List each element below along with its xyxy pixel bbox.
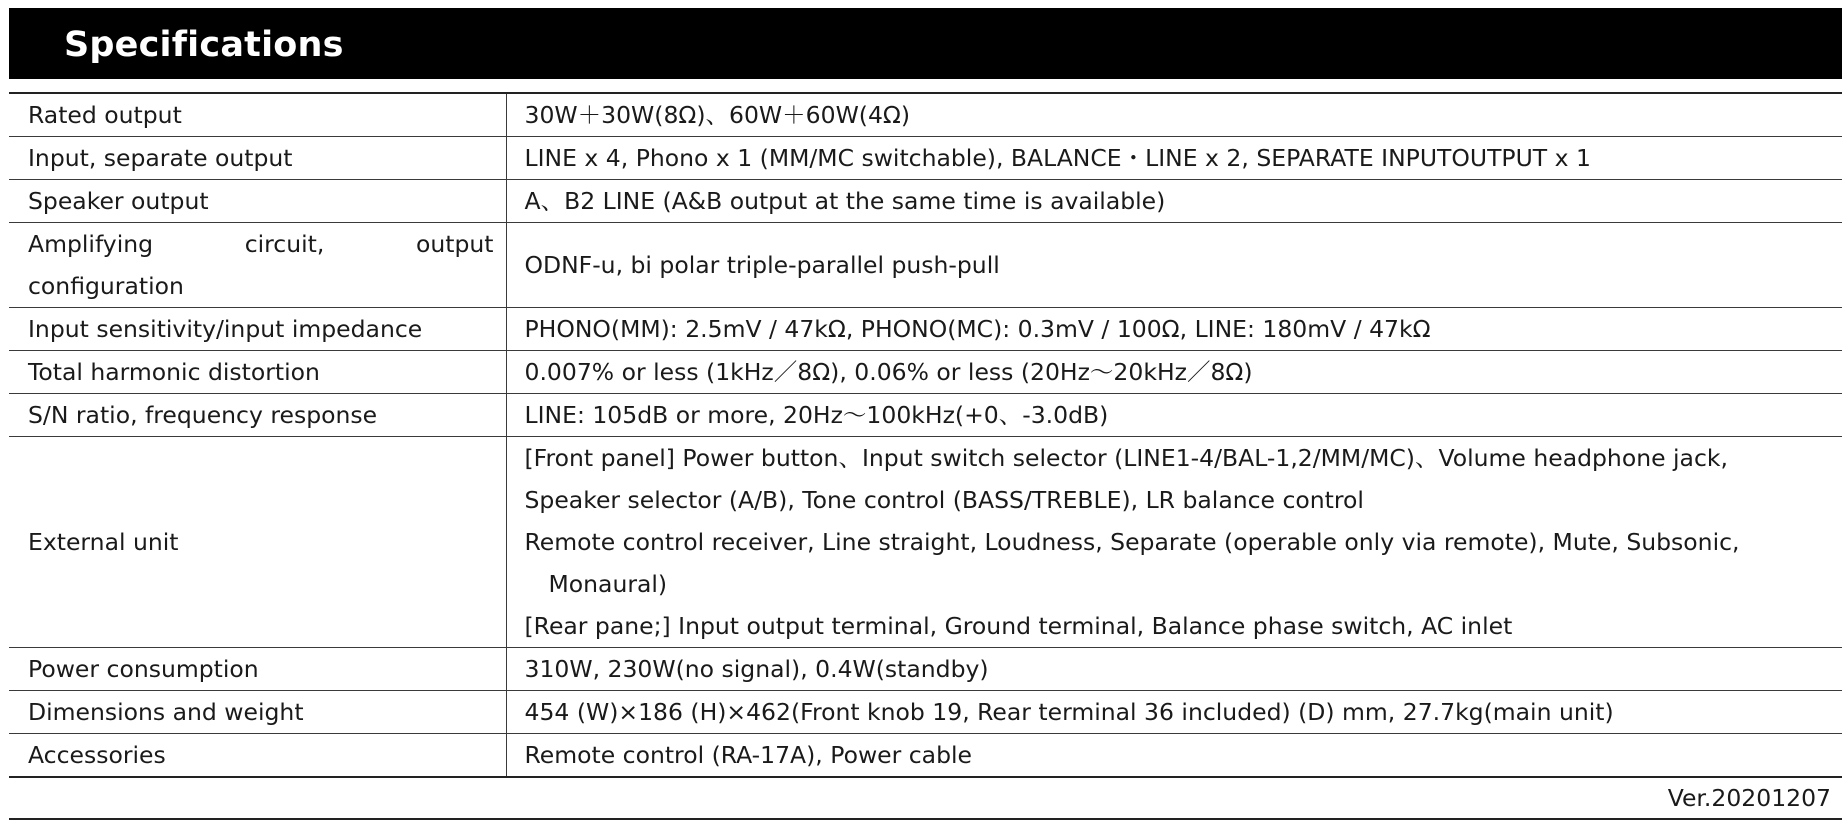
spec-value: 30W＋30W(8Ω)、60W＋60W(4Ω) xyxy=(524,101,911,129)
spec-value: Remote control (RA-17A), Power cable xyxy=(524,741,972,769)
table-row xyxy=(9,648,1842,691)
spec-label: Input, separate output xyxy=(9,137,506,180)
spec-label: Dimensions and weight xyxy=(9,691,506,734)
spec-value: 454 (W)×186 (H)×462(Front knob 19, Rear terminal 36 included) (D) mm, 27.7kg(main unit) xyxy=(524,698,1614,726)
spec-value: 0.007% or less (1kHz／8Ω), 0.06% or less (20Hz～20kHz／8Ω) xyxy=(524,358,1253,386)
title-bar xyxy=(9,8,1842,79)
table-row xyxy=(9,223,1842,308)
spec-label: Input sensitivity/input impedance xyxy=(9,308,506,351)
spec-label: Speaker output xyxy=(9,180,506,223)
page-title: Specifications xyxy=(64,24,344,65)
spec-value: LINE: 105dB or more, 20Hz～100kHz(+0、-3.0dB) xyxy=(524,401,1109,429)
table-row xyxy=(9,691,1842,734)
spec-value: LINE x 4, Phono x 1 (MM/MC switchable), BALANCE・LINE x 2, SEPARATE INPUTOUTPUT x 1 xyxy=(524,144,1591,172)
spec-label: Rated output xyxy=(9,93,506,137)
spec-label: Power consumption xyxy=(9,648,506,691)
spec-value: A、B2 LINE (A&B output at the same time is available) xyxy=(524,187,1166,215)
table-row xyxy=(9,93,1842,137)
table-row xyxy=(9,308,1842,351)
table-row xyxy=(9,437,1842,648)
version-label: Ver.20201207 xyxy=(9,778,1842,820)
spec-label: S/N ratio, frequency response xyxy=(9,394,506,437)
spec-label: Accessories xyxy=(9,734,506,778)
spec-label: Amplifying circuit, output configuration xyxy=(9,223,506,308)
table-row xyxy=(9,137,1842,180)
table-row xyxy=(9,394,1842,437)
spec-value: [Front panel] Power button、Input switch selector (LINE1-4/BAL-1,2/MM/MC)、Volume headphone jack, Speaker selector (A/B), Tone control (BASS/TREBLE), LR balance control Remote control receiver, Line straight, Loudness, Separate (operable only via remote), Mute, Subsonic, Monaural) [Rear pane;] Input output terminal, Ground terminal, Balance phase switch, AC inlet xyxy=(524,444,1740,640)
table-row xyxy=(9,734,1842,778)
spec-sheet xyxy=(9,8,1842,820)
spec-label: Total harmonic distortion xyxy=(9,351,506,394)
spec-value: ODNF-u, bi polar triple-parallel push-pull xyxy=(524,251,1000,279)
table-row xyxy=(9,180,1842,223)
table-row xyxy=(9,351,1842,394)
spec-value: PHONO(MM): 2.5mV / 47kΩ, PHONO(MC): 0.3mV / 100Ω, LINE: 180mV / 47kΩ xyxy=(524,315,1431,343)
spec-label: External unit xyxy=(9,437,506,648)
spec-value: 310W, 230W(no signal), 0.4W(standby) xyxy=(524,655,989,683)
spec-table xyxy=(9,92,1842,778)
